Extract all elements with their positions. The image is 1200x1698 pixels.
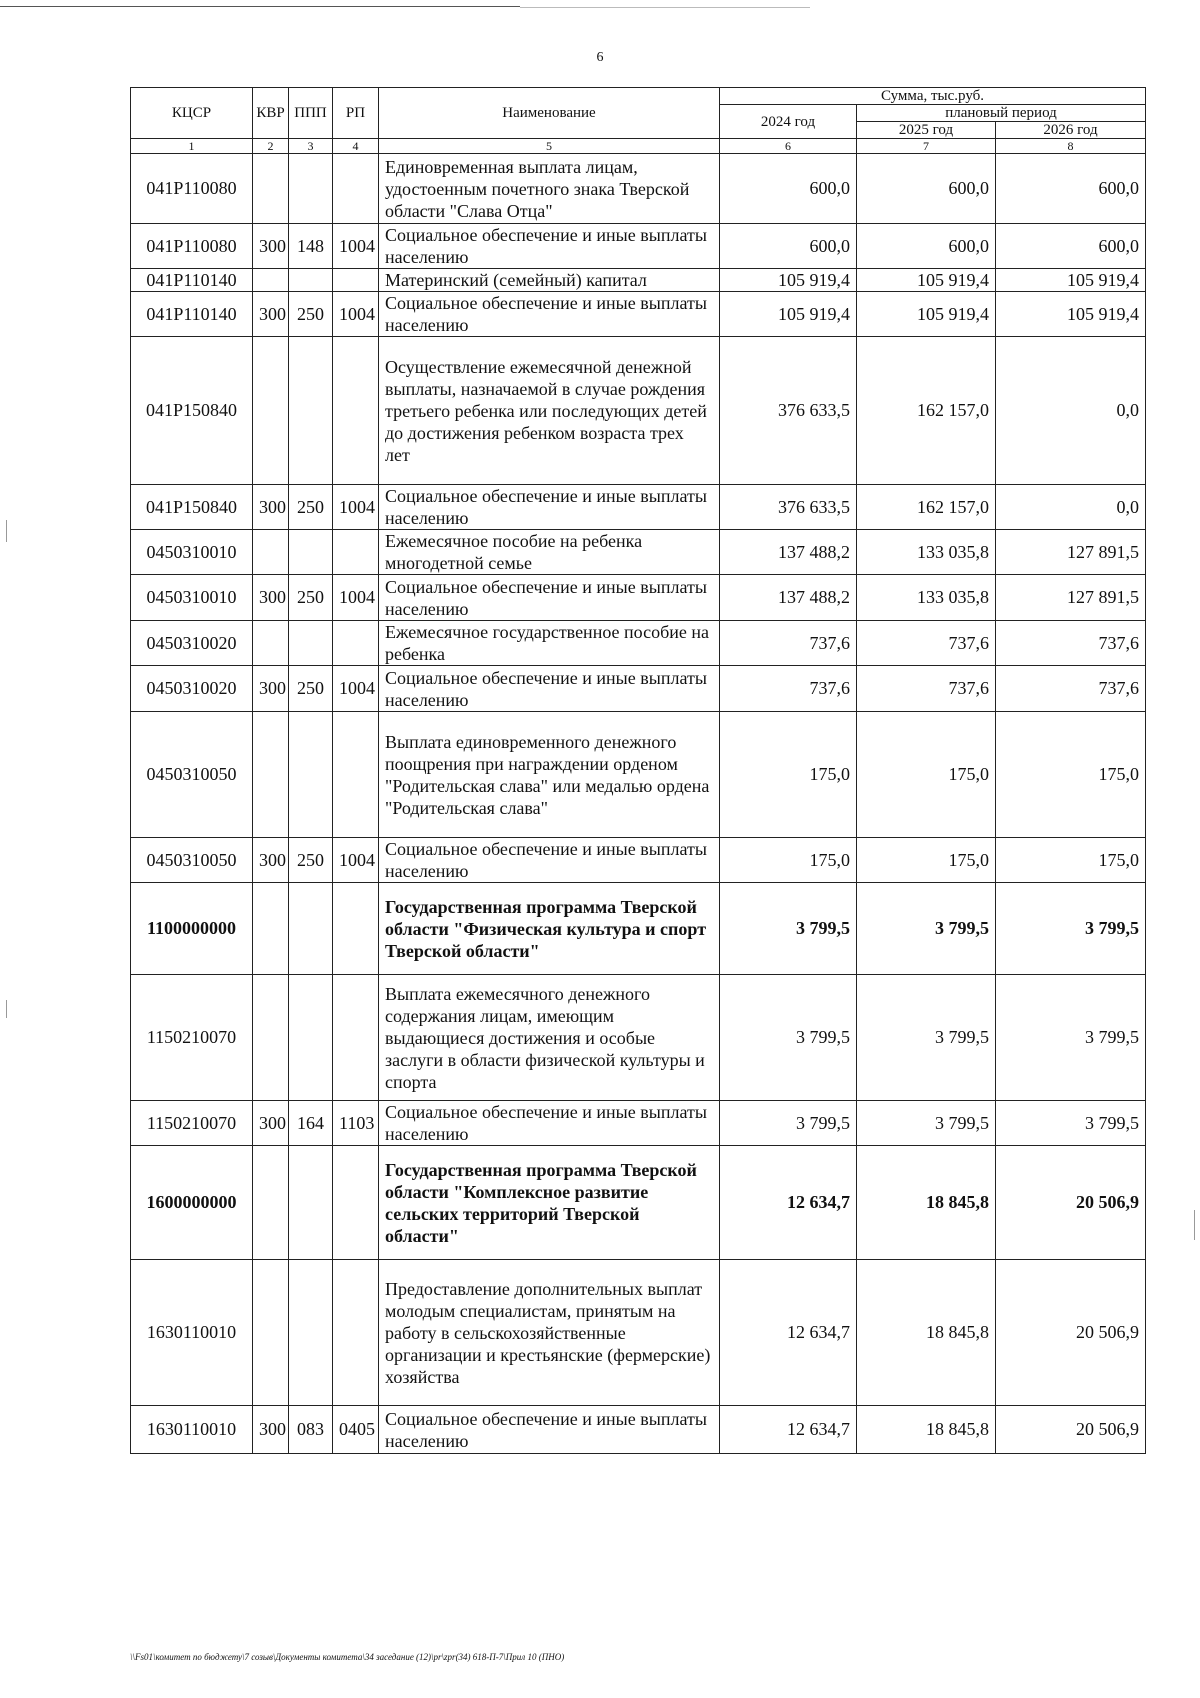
row-rp: 1004 <box>333 666 379 712</box>
row-ppp <box>289 337 333 485</box>
row-sum-2025: 737,6 <box>857 621 996 666</box>
row-kvr <box>253 530 289 575</box>
row-sum-2025: 105 919,4 <box>857 292 996 337</box>
row-code: 1150210070 <box>131 975 253 1101</box>
row-code: 1100000000 <box>131 883 253 975</box>
row-kvr <box>253 621 289 666</box>
row-sum-2026: 20 506,9 <box>996 1146 1146 1260</box>
header-sum: Сумма, тыс.руб. <box>720 88 1146 105</box>
row-sum-2024: 105 919,4 <box>720 269 857 292</box>
table-row <box>131 530 1146 575</box>
row-ppp <box>289 621 333 666</box>
row-sum-2025: 133 035,8 <box>857 530 996 575</box>
row-rp <box>333 269 379 292</box>
row-sum-2025: 3 799,5 <box>857 975 996 1101</box>
row-sum-2024: 3 799,5 <box>720 975 857 1101</box>
table-row <box>131 883 1146 975</box>
table-row <box>131 292 1146 337</box>
row-name: Государственная программа Тверской области "Комплексное развитие сельских территорий Тверской области" <box>379 1146 720 1260</box>
row-sum-2026: 3 799,5 <box>996 883 1146 975</box>
row-sum-2025: 175,0 <box>857 712 996 838</box>
row-name: Материнский (семейный) капитал <box>379 269 720 292</box>
page-number: 6 <box>596 50 604 65</box>
table-row <box>131 712 1146 838</box>
row-sum-2024: 3 799,5 <box>720 1101 857 1146</box>
file-path-footer: \\Fs01\комитет по бюджету\7 созыв\Документы комитета\34 заседание (12)\pr\zpr(34) 618-П-7\Прил 10 (ПНО) <box>130 1652 565 1662</box>
row-ppp <box>289 154 333 224</box>
row-code: 1630110010 <box>131 1260 253 1406</box>
row-code: 1630110010 <box>131 1406 253 1454</box>
row-rp: 1004 <box>333 224 379 269</box>
row-name: Социальное обеспечение и иные выплаты населению <box>379 666 720 712</box>
table-row <box>131 1260 1146 1406</box>
row-kvr <box>253 154 289 224</box>
table-row <box>131 666 1146 712</box>
row-sum-2024: 137 488,2 <box>720 575 857 621</box>
row-ppp <box>289 269 333 292</box>
column-number: 5 <box>379 139 720 154</box>
top-edge-line <box>0 6 520 7</box>
row-code: 041P150840 <box>131 485 253 530</box>
row-sum-2026: 105 919,4 <box>996 292 1146 337</box>
row-name: Социальное обеспечение и иные выплаты населению <box>379 224 720 269</box>
scan-mark <box>6 1000 7 1018</box>
row-ppp <box>289 975 333 1101</box>
row-sum-2024: 376 633,5 <box>720 337 857 485</box>
row-name: Социальное обеспечение и иные выплаты населению <box>379 1101 720 1146</box>
row-kvr: 300 <box>253 485 289 530</box>
row-code: 041P110140 <box>131 269 253 292</box>
row-code: 0450310020 <box>131 621 253 666</box>
row-sum-2026: 600,0 <box>996 154 1146 224</box>
row-rp <box>333 337 379 485</box>
table-row <box>131 975 1146 1101</box>
column-number: 4 <box>333 139 379 154</box>
row-rp: 1004 <box>333 485 379 530</box>
scan-mark <box>6 520 7 542</box>
row-code: 041P110080 <box>131 224 253 269</box>
row-code: 1600000000 <box>131 1146 253 1260</box>
row-kvr: 300 <box>253 292 289 337</box>
row-sum-2026: 20 506,9 <box>996 1260 1146 1406</box>
row-ppp <box>289 1260 333 1406</box>
scan-mark <box>1194 1210 1195 1240</box>
row-sum-2026: 737,6 <box>996 666 1146 712</box>
row-code: 0450310010 <box>131 575 253 621</box>
header-name: Наименование <box>379 88 720 139</box>
row-sum-2026: 3 799,5 <box>996 1101 1146 1146</box>
table-row <box>131 1146 1146 1260</box>
row-name: Ежемесячное пособие на ребенка многодетной семье <box>379 530 720 575</box>
row-code: 0450310020 <box>131 666 253 712</box>
row-sum-2026: 600,0 <box>996 224 1146 269</box>
row-rp <box>333 1260 379 1406</box>
row-sum-2024: 600,0 <box>720 154 857 224</box>
row-rp: 1103 <box>333 1101 379 1146</box>
row-rp: 1004 <box>333 292 379 337</box>
row-name: Выплата единовременного денежного поощрения при награждении орденом "Родительская слава" или медалью ордена "Родительская слава" <box>379 712 720 838</box>
row-name: Выплата ежемесячного денежного содержания лицам, имеющим выдающиеся достижения и особые заслуги в области физической культуры и спорта <box>379 975 720 1101</box>
header-planned-period: плановый период <box>857 105 1146 122</box>
column-number: 6 <box>720 139 857 154</box>
table-row <box>131 575 1146 621</box>
header-2025: 2025 год <box>857 122 996 139</box>
row-ppp: 250 <box>289 575 333 621</box>
table-row <box>131 1101 1146 1146</box>
row-rp <box>333 883 379 975</box>
row-code: 041P110140 <box>131 292 253 337</box>
row-code: 1150210070 <box>131 1101 253 1146</box>
row-sum-2025: 175,0 <box>857 838 996 883</box>
table-row <box>131 838 1146 883</box>
header-rp: РП <box>333 88 379 139</box>
budget-table <box>130 87 1146 1454</box>
row-name: Социальное обеспечение и иные выплаты населению <box>379 838 720 883</box>
row-sum-2025: 600,0 <box>857 154 996 224</box>
top-edge-line-faint <box>520 7 810 8</box>
row-sum-2026: 0,0 <box>996 485 1146 530</box>
row-name: Социальное обеспечение и иные выплаты населению <box>379 485 720 530</box>
column-number: 2 <box>253 139 289 154</box>
row-name: Государственная программа Тверской области "Физическая культура и спорт Тверской области" <box>379 883 720 975</box>
row-kvr <box>253 883 289 975</box>
row-sum-2025: 18 845,8 <box>857 1406 996 1454</box>
table-row <box>131 337 1146 485</box>
row-name: Социальное обеспечение и иные выплаты населению <box>379 575 720 621</box>
row-sum-2025: 105 919,4 <box>857 269 996 292</box>
row-code: 0450310050 <box>131 712 253 838</box>
header-ppp: ППП <box>289 88 333 139</box>
row-kvr: 300 <box>253 838 289 883</box>
row-code: 0450310010 <box>131 530 253 575</box>
row-sum-2026: 127 891,5 <box>996 530 1146 575</box>
column-number: 3 <box>289 139 333 154</box>
row-ppp: 083 <box>289 1406 333 1454</box>
column-number: 1 <box>131 139 253 154</box>
row-sum-2025: 162 157,0 <box>857 485 996 530</box>
row-rp <box>333 712 379 838</box>
row-sum-2024: 105 919,4 <box>720 292 857 337</box>
row-ppp <box>289 530 333 575</box>
table-row <box>131 154 1146 224</box>
row-sum-2025: 737,6 <box>857 666 996 712</box>
row-ppp: 148 <box>289 224 333 269</box>
row-sum-2024: 3 799,5 <box>720 883 857 975</box>
row-rp: 1004 <box>333 838 379 883</box>
row-sum-2026: 175,0 <box>996 712 1146 838</box>
row-sum-2026: 127 891,5 <box>996 575 1146 621</box>
row-rp <box>333 975 379 1101</box>
row-code: 041P150840 <box>131 337 253 485</box>
row-name: Ежемесячное государственное пособие на ребенка <box>379 621 720 666</box>
header-column-numbers <box>131 139 1146 154</box>
table-row <box>131 1406 1146 1454</box>
row-sum-2024: 175,0 <box>720 712 857 838</box>
row-sum-2024: 737,6 <box>720 666 857 712</box>
row-kvr: 300 <box>253 1101 289 1146</box>
row-sum-2025: 600,0 <box>857 224 996 269</box>
row-rp <box>333 621 379 666</box>
header-kvr: КВР <box>253 88 289 139</box>
row-rp <box>333 1146 379 1260</box>
row-sum-2025: 18 845,8 <box>857 1260 996 1406</box>
row-sum-2024: 12 634,7 <box>720 1146 857 1260</box>
row-code: 041P110080 <box>131 154 253 224</box>
row-kvr <box>253 1146 289 1260</box>
row-sum-2026: 3 799,5 <box>996 975 1146 1101</box>
row-sum-2024: 175,0 <box>720 838 857 883</box>
row-ppp: 250 <box>289 666 333 712</box>
table-row <box>131 224 1146 269</box>
header-kcsr: КЦСР <box>131 88 253 139</box>
row-sum-2024: 12 634,7 <box>720 1260 857 1406</box>
row-name: Единовременная выплата лицам, удостоенным почетного знака Тверской области "Слава Отца" <box>379 154 720 224</box>
row-code: 0450310050 <box>131 838 253 883</box>
row-ppp: 250 <box>289 838 333 883</box>
row-ppp <box>289 712 333 838</box>
row-rp <box>333 154 379 224</box>
row-ppp: 250 <box>289 292 333 337</box>
row-ppp: 250 <box>289 485 333 530</box>
row-kvr: 300 <box>253 575 289 621</box>
row-rp: 1004 <box>333 575 379 621</box>
row-sum-2024: 12 634,7 <box>720 1406 857 1454</box>
row-sum-2026: 0,0 <box>996 337 1146 485</box>
row-ppp <box>289 1146 333 1260</box>
row-name: Социальное обеспечение и иные выплаты населению <box>379 1406 720 1454</box>
row-sum-2024: 600,0 <box>720 224 857 269</box>
row-sum-2025: 162 157,0 <box>857 337 996 485</box>
row-sum-2025: 133 035,8 <box>857 575 996 621</box>
row-kvr: 300 <box>253 666 289 712</box>
row-kvr: 300 <box>253 224 289 269</box>
row-rp: 0405 <box>333 1406 379 1454</box>
row-sum-2026: 175,0 <box>996 838 1146 883</box>
table-row <box>131 485 1146 530</box>
row-rp <box>333 530 379 575</box>
row-name: Предоставление дополнительных выплат молодым специалистам, принятым на работу в сельскохозяйственные организации и крестьянские (фермерские) хозяйства <box>379 1260 720 1406</box>
row-kvr <box>253 269 289 292</box>
row-kvr <box>253 337 289 485</box>
table-row <box>131 269 1146 292</box>
row-kvr <box>253 1260 289 1406</box>
row-sum-2024: 737,6 <box>720 621 857 666</box>
row-sum-2024: 376 633,5 <box>720 485 857 530</box>
row-kvr <box>253 712 289 838</box>
row-sum-2025: 3 799,5 <box>857 883 996 975</box>
row-sum-2025: 18 845,8 <box>857 1146 996 1260</box>
table-row <box>131 621 1146 666</box>
header-2024: 2024 год <box>720 105 857 139</box>
row-sum-2025: 3 799,5 <box>857 1101 996 1146</box>
row-sum-2026: 737,6 <box>996 621 1146 666</box>
column-number: 7 <box>857 139 996 154</box>
row-sum-2024: 137 488,2 <box>720 530 857 575</box>
row-name: Осуществление ежемесячной денежной выплаты, назначаемой в случае рождения третьего ребенка или последующих детей до достижения ребенком возраста трех лет <box>379 337 720 485</box>
row-sum-2026: 105 919,4 <box>996 269 1146 292</box>
row-kvr: 300 <box>253 1406 289 1454</box>
row-sum-2026: 20 506,9 <box>996 1406 1146 1454</box>
row-kvr <box>253 975 289 1101</box>
row-ppp: 164 <box>289 1101 333 1146</box>
header-2026: 2026 год <box>996 122 1146 139</box>
row-ppp <box>289 883 333 975</box>
column-number: 8 <box>996 139 1146 154</box>
row-name: Социальное обеспечение и иные выплаты населению <box>379 292 720 337</box>
